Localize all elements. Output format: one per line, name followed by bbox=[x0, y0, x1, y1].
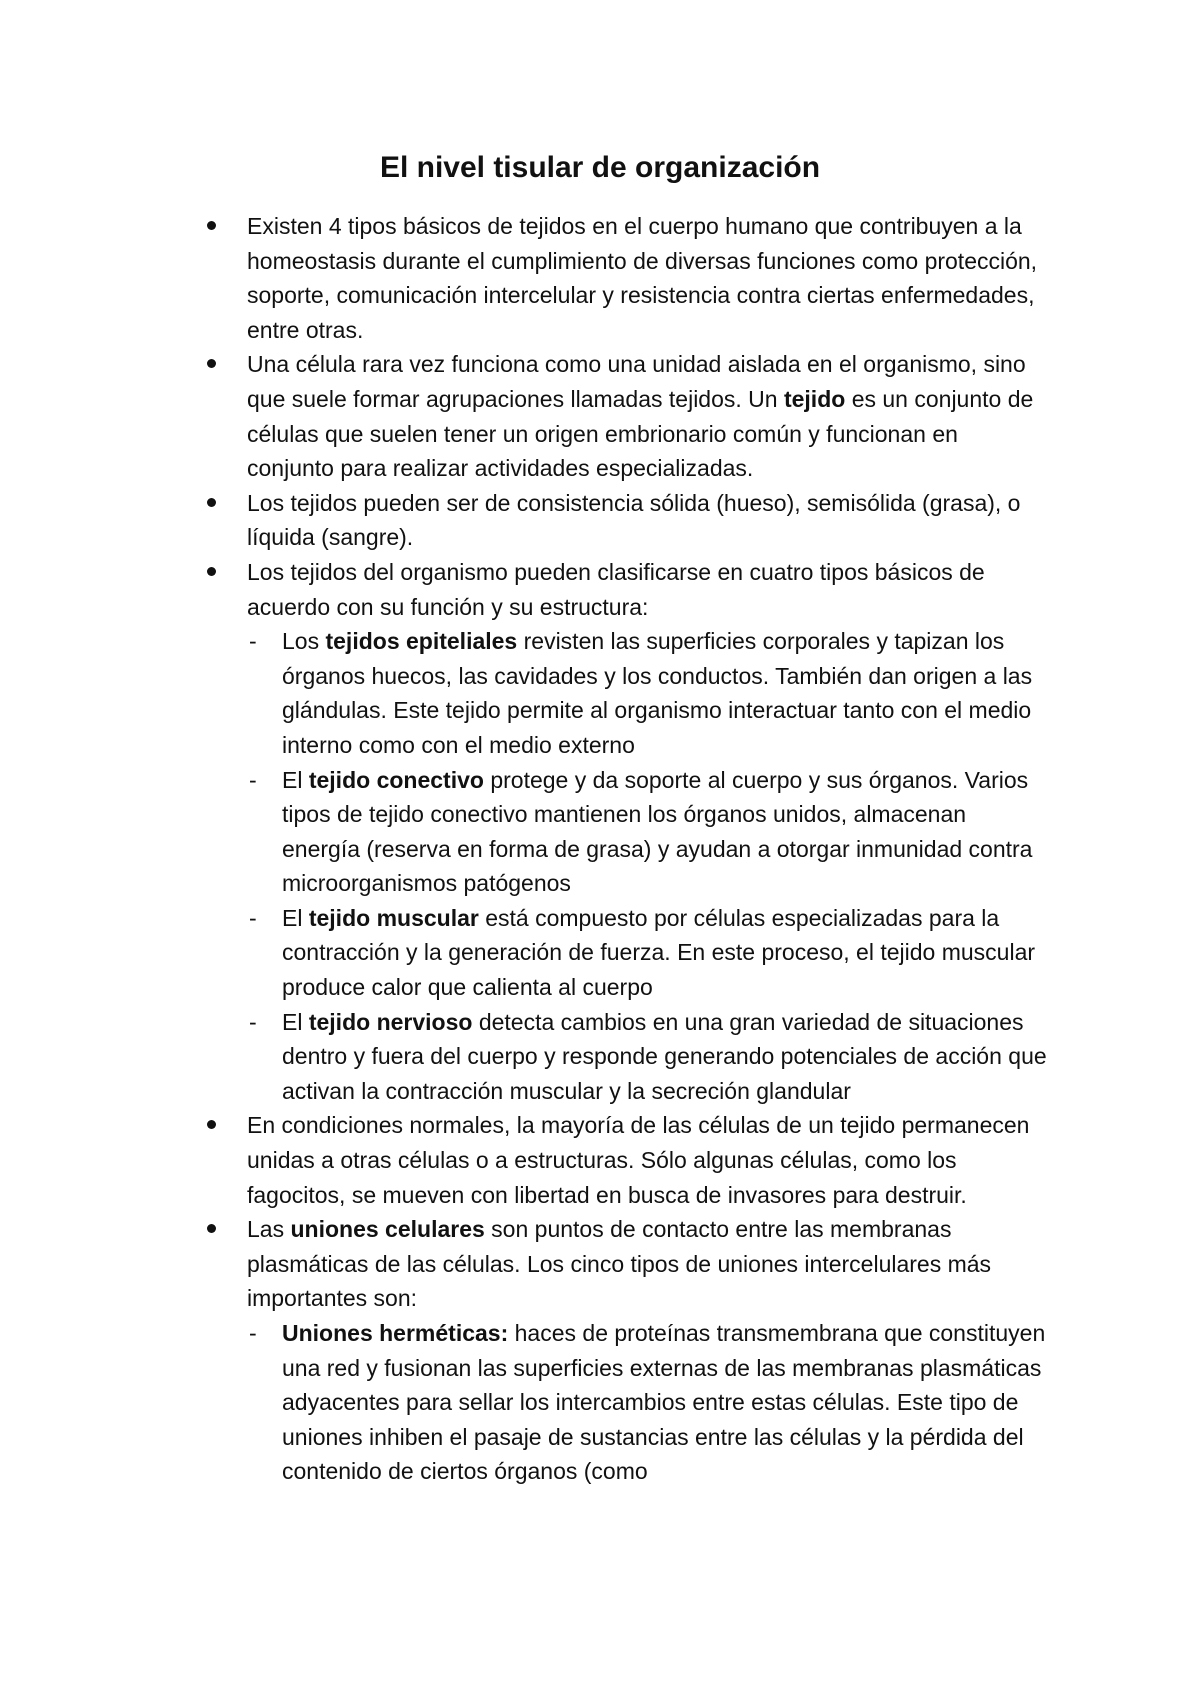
dash-text-pre: El bbox=[282, 904, 309, 931]
dash-list bbox=[247, 1316, 1048, 1489]
document-title: El nivel tisular de organización bbox=[379, 151, 821, 184]
bullet-icon bbox=[207, 359, 216, 368]
bullet-item bbox=[203, 1108, 1048, 1212]
dash-item bbox=[247, 1316, 1048, 1489]
dash-text-pre: El bbox=[282, 766, 309, 793]
bullet-item bbox=[203, 347, 1048, 485]
bullet-icon bbox=[207, 498, 216, 507]
dash-text-post: haces de proteínas transmembrana que constituyen una red y fusionan las superficies externas de las membranas plasmáticas adyacentes para sellar los intercambios entre estas células. Este tipo de uniones inhiben el pasaje de sustancias entre las células y la pérdida del contenido de ciertos órganos (como bbox=[282, 1320, 1046, 1485]
bold-term: Uniones herméticas: bbox=[282, 1320, 509, 1346]
dash-text-post: detecta cambios en una gran variedad de situaciones dentro y fuera del cuerpo y responde generando potenciales de acción que activan la contracción muscular y la secreción glandular bbox=[282, 1008, 1047, 1104]
bold-term: tejido nervioso bbox=[308, 1008, 473, 1035]
bullet-text-pre: Las bbox=[247, 1216, 291, 1243]
dash-text-post: protege y da soporte al cuerpo y sus órganos. Varios tipos de tejido conectivo mantienen los órganos unidos, almacenan energía (reserva en forma de grasa) y ayudan a otorgar inmunidad contra microorganismos patógenos bbox=[282, 766, 1033, 897]
bullet-item bbox=[203, 1212, 1048, 1489]
bold-term: uniones celulares bbox=[290, 1216, 485, 1243]
dash-item bbox=[247, 624, 1048, 762]
bold-term: tejido muscular bbox=[308, 904, 479, 931]
dash-text-post: está compuesto por células especializadas para la contracción y la generación de fuerza. En este proceso, el tejido muscular produce calor que calienta al cuerpo bbox=[282, 904, 1036, 1001]
dash-item bbox=[247, 1005, 1048, 1109]
dash-text-pre: Los bbox=[282, 628, 326, 655]
dash-list bbox=[247, 624, 1048, 1108]
dash-icon: - bbox=[249, 628, 257, 655]
dash-icon: - bbox=[249, 766, 257, 793]
dash-item bbox=[247, 901, 1048, 1005]
dash-icon: - bbox=[249, 904, 257, 931]
document-body bbox=[203, 209, 1048, 1489]
bullet-list bbox=[203, 209, 1048, 1489]
bullet-text: Los tejidos del organismo pueden clasificarse en cuatro tipos básicos de acuerdo con su función y su estructura: bbox=[247, 558, 985, 620]
bullet-item bbox=[203, 486, 1048, 555]
bullet-icon bbox=[207, 567, 216, 576]
dash-text-post: revisten las superficies corporales y tapizan los órganos huecos, las cavidades y los conductos. También dan origen a las glándulas. Este tejido permite al organismo interactuar tanto con el medio interno como con el medio externo bbox=[282, 628, 1033, 758]
bullet-text: Los tejidos pueden ser de consistencia sólida (hueso), semisólida (grasa), o líquida (sangre). bbox=[247, 489, 1021, 551]
dash-icon: - bbox=[249, 1320, 257, 1346]
bullet-item bbox=[203, 209, 1048, 347]
bullet-text-post: son puntos de contacto entre las membranas plasmáticas de las células. Los cinco tipos de uniones intercelulares más importantes son: bbox=[247, 1216, 992, 1312]
bullet-text: Existen 4 tipos básicos de tejidos en el cuerpo humano que contribuyen a la homeostasis durante el cumplimiento de diversas funciones como protección, soporte, comunicación intercelular y resistencia contra ciertas enfermedades, entre otras. bbox=[247, 213, 1038, 343]
bullet-icon bbox=[207, 221, 216, 230]
bullet-icon bbox=[207, 1120, 216, 1129]
dash-item bbox=[247, 763, 1048, 901]
bold-term: tejidos epiteliales bbox=[325, 628, 518, 655]
bullet-text-post: es un conjunto de células que suelen tener un origen embrionario común y funcionan en conjunto para realizar actividades especializadas. bbox=[247, 385, 1034, 482]
bold-term: tejido conectivo bbox=[308, 766, 484, 793]
bold-term: tejido bbox=[783, 385, 846, 412]
bullet-text: En condiciones normales, la mayoría de las células de un tejido permanecen unidas a otras células o a estructuras. Sólo algunas células, como los fagocitos, se mueven con libertad en busca de invasores para destruir. bbox=[247, 1112, 1030, 1208]
bullet-text-pre: Una célula rara vez funciona como una unidad aislada en el organismo, sino que suele formar agrupaciones llamadas tejidos. Un bbox=[247, 351, 1026, 412]
bullet-icon bbox=[207, 1224, 216, 1233]
dash-text-pre: El bbox=[282, 1008, 309, 1035]
bullet-item bbox=[203, 555, 1048, 1109]
dash-icon: - bbox=[249, 1008, 257, 1035]
